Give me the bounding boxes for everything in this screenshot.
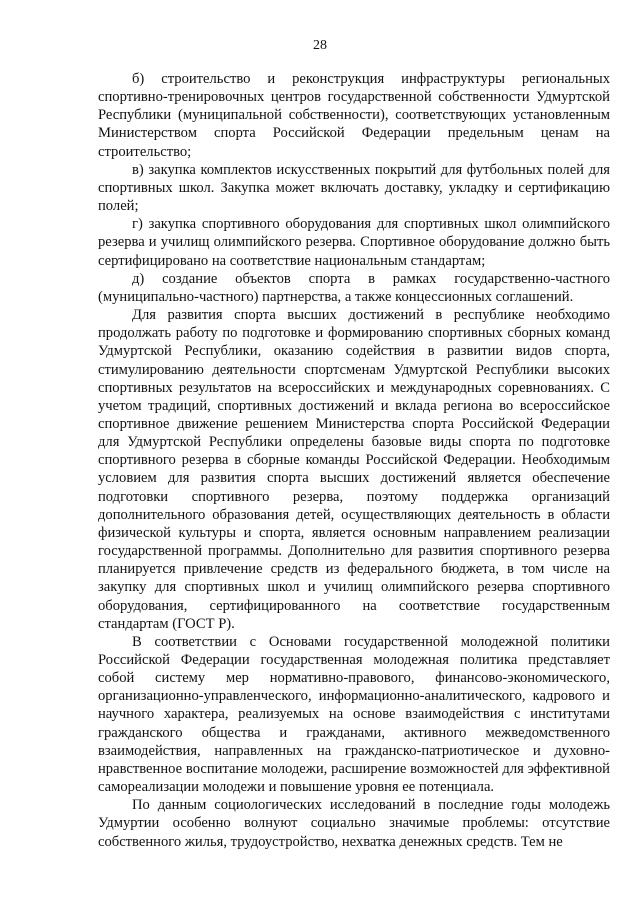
paragraph-youth-policy: В соответствии с Основами государственной молодежной политики Российской Федерации государственная молодежная политика представляет собой систему мер нормативно-правового, финансово-экономического, организационно-управленческого, информационно-аналитического, кадрового и научного характера, реализуемых на основе взаимодействия с институтами гражданского общества и гражданами, активного межведомственного взаимодействия, направленных на гражданско-патриотическое и духовно-нравственное воспитание молодежи, расширение возможностей для эффективной самореализации молодежи и повышение уровня ее потенциала. bbox=[98, 633, 610, 796]
paragraph-item-b: б) строительство и реконструкция инфраструктуры региональных спортивно-тренировочных центров государственной собственности Удмуртской Республики (муниципальной собственности), соответствующих установленным Министерством спорта Российской Федерации предельным ценам на строительство; bbox=[98, 71, 610, 160]
paragraph-item-d: д) создание объектов спорта в рамках государственно-частного (муниципально-частного) партнерства, а также концессионных соглашений. bbox=[98, 270, 610, 305]
paragraph-sociological-research: По данным социологических исследований в последние годы молодежь Удмуртии особенно волнуют социально значимые проблемы: отсутствие собственного жилья, трудоустройство, нехватка денежных средств. Тем не bbox=[98, 797, 610, 850]
paragraph-high-performance-sport: Для развития спорта высших достижений в республике необходимо продолжать работу по подготовке и формированию спортивных сборных команд Удмуртской Республики, оказанию содействия в развитии видов спорта, стимулированию деятельности спортсменам Удмуртской Республики высоких спортивных результатов на всероссийских и международных соревнованиях. С учетом традиций, спортивных достижений и вклада региона во всероссийское спортивное движение решением Министерства спорта Российской Федерации для Удмуртской Республики определены базовые виды спорта по подготовке спортивного резерва в сборные команды Российской Федерации. Необходимым условием для развития спорта высших достижений является обеспечение подготовки спортивного резерва, поэтому поддержка организаций дополнительного образования детей, осуществляющих деятельность в области физической культуры и спорта, является основным направлением реализации государственной программы. Дополнительно для развития спортивного резерва планируется привлечение средств из федерального бюджета, в том числе на закупку для спортивных школ и училищ олимпийского резерва спортивного оборудования, сертифицированного на соответствие государственным стандартам (ГОСТ Р). bbox=[98, 307, 610, 632]
paragraph-item-v: в) закупка комплектов искусственных покрытий для футбольных полей для спортивных школ. Закупка может включать доставку, укладку и сертификацию полей; bbox=[98, 161, 610, 215]
page-number: 28 bbox=[313, 38, 327, 53]
document-body bbox=[98, 70, 610, 851]
paragraph-item-g: г) закупка спортивного оборудования для спортивных школ олимпийского резерва и училищ олимпийского резерва. Спортивное оборудование должно быть сертифицировано на соответствие национальным стандартам; bbox=[98, 216, 610, 269]
